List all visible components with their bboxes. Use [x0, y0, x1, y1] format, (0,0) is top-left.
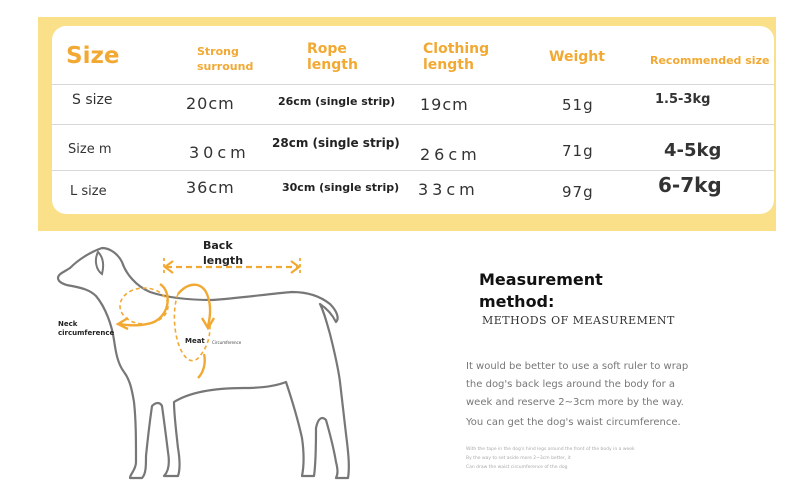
row-m-weight: 71g [562, 142, 594, 160]
table-divider [52, 170, 774, 171]
row-s-strong-surround: 20cm [186, 94, 235, 113]
measurement-title [479, 269, 603, 313]
measurement-title-line2: method: [479, 292, 555, 311]
measurement-title-line1: Measurement [479, 270, 603, 289]
row-l-rope-length: 30cm (single strip) [282, 181, 400, 194]
meat-label: Meat [185, 337, 205, 345]
row-m-rope-length: 28cm (single strip) [272, 136, 400, 150]
dog-outline [58, 248, 349, 478]
measurement-body-line: It would be better to use a soft ruler to wrap [466, 361, 689, 372]
row-s-weight: 51g [562, 96, 594, 114]
row-l-strong-surround: 36cm [186, 178, 235, 197]
row-l-recommended-size: 6-7kg [658, 173, 722, 197]
back-length-label: Back length [203, 239, 244, 267]
row-m-strong-surround: 30cm [189, 143, 250, 162]
row-s-clothing-length: 19cm [420, 95, 469, 114]
dog-ear [96, 252, 103, 274]
header-recommended-size: Recommended size [650, 54, 770, 67]
row-m-size: Size m [68, 142, 112, 157]
header-clothing-length: Clothing length [423, 41, 490, 73]
row-s-size: S size [72, 92, 113, 108]
header-size: Size [66, 43, 120, 69]
dog-measurement-diagram [40, 230, 360, 490]
row-s-rope-length: 26cm (single strip) [278, 95, 396, 108]
row-l-weight: 97g [562, 183, 594, 201]
measurement-subtitle: METHODS OF MEASUREMENT [482, 314, 675, 327]
measurement-body-line: the dog's back legs around the body for a [466, 379, 676, 390]
header-weight: Weight [549, 49, 605, 65]
measurement-body-line: week and reserve 2~3cm more by the way. [466, 397, 684, 408]
row-l-clothing-length: 33cm [418, 180, 479, 199]
measurement-footnote-line: By the way to set aside more 2~3cm better, it [466, 456, 571, 461]
circumference-tiny-label: Circumference [212, 340, 242, 345]
neck-circumference-label: Neck circumference [58, 320, 115, 337]
row-m-recommended-size: 4-5kg [664, 140, 722, 161]
row-m-clothing-length: 26cm [420, 145, 481, 164]
measurement-footnote-line: Can draw the waist circumference of the dog [466, 465, 568, 470]
row-s-recommended-size: 1.5-3kg [655, 92, 711, 107]
row-l-size: L size [70, 184, 107, 199]
measurement-body [466, 358, 766, 432]
measurement-footnote [466, 445, 786, 472]
table-divider [52, 124, 774, 125]
header-rope-length: Rope length [307, 41, 358, 73]
header-strong-surround: Strong surround [197, 45, 254, 73]
chest-arrow [178, 285, 210, 326]
table-divider [52, 84, 774, 85]
measurement-footnote-line: With the tape in the dog's hind legs around the front of the body in a week [466, 447, 635, 452]
measurement-body-line: You can get the dog's waist circumference. [466, 417, 681, 428]
